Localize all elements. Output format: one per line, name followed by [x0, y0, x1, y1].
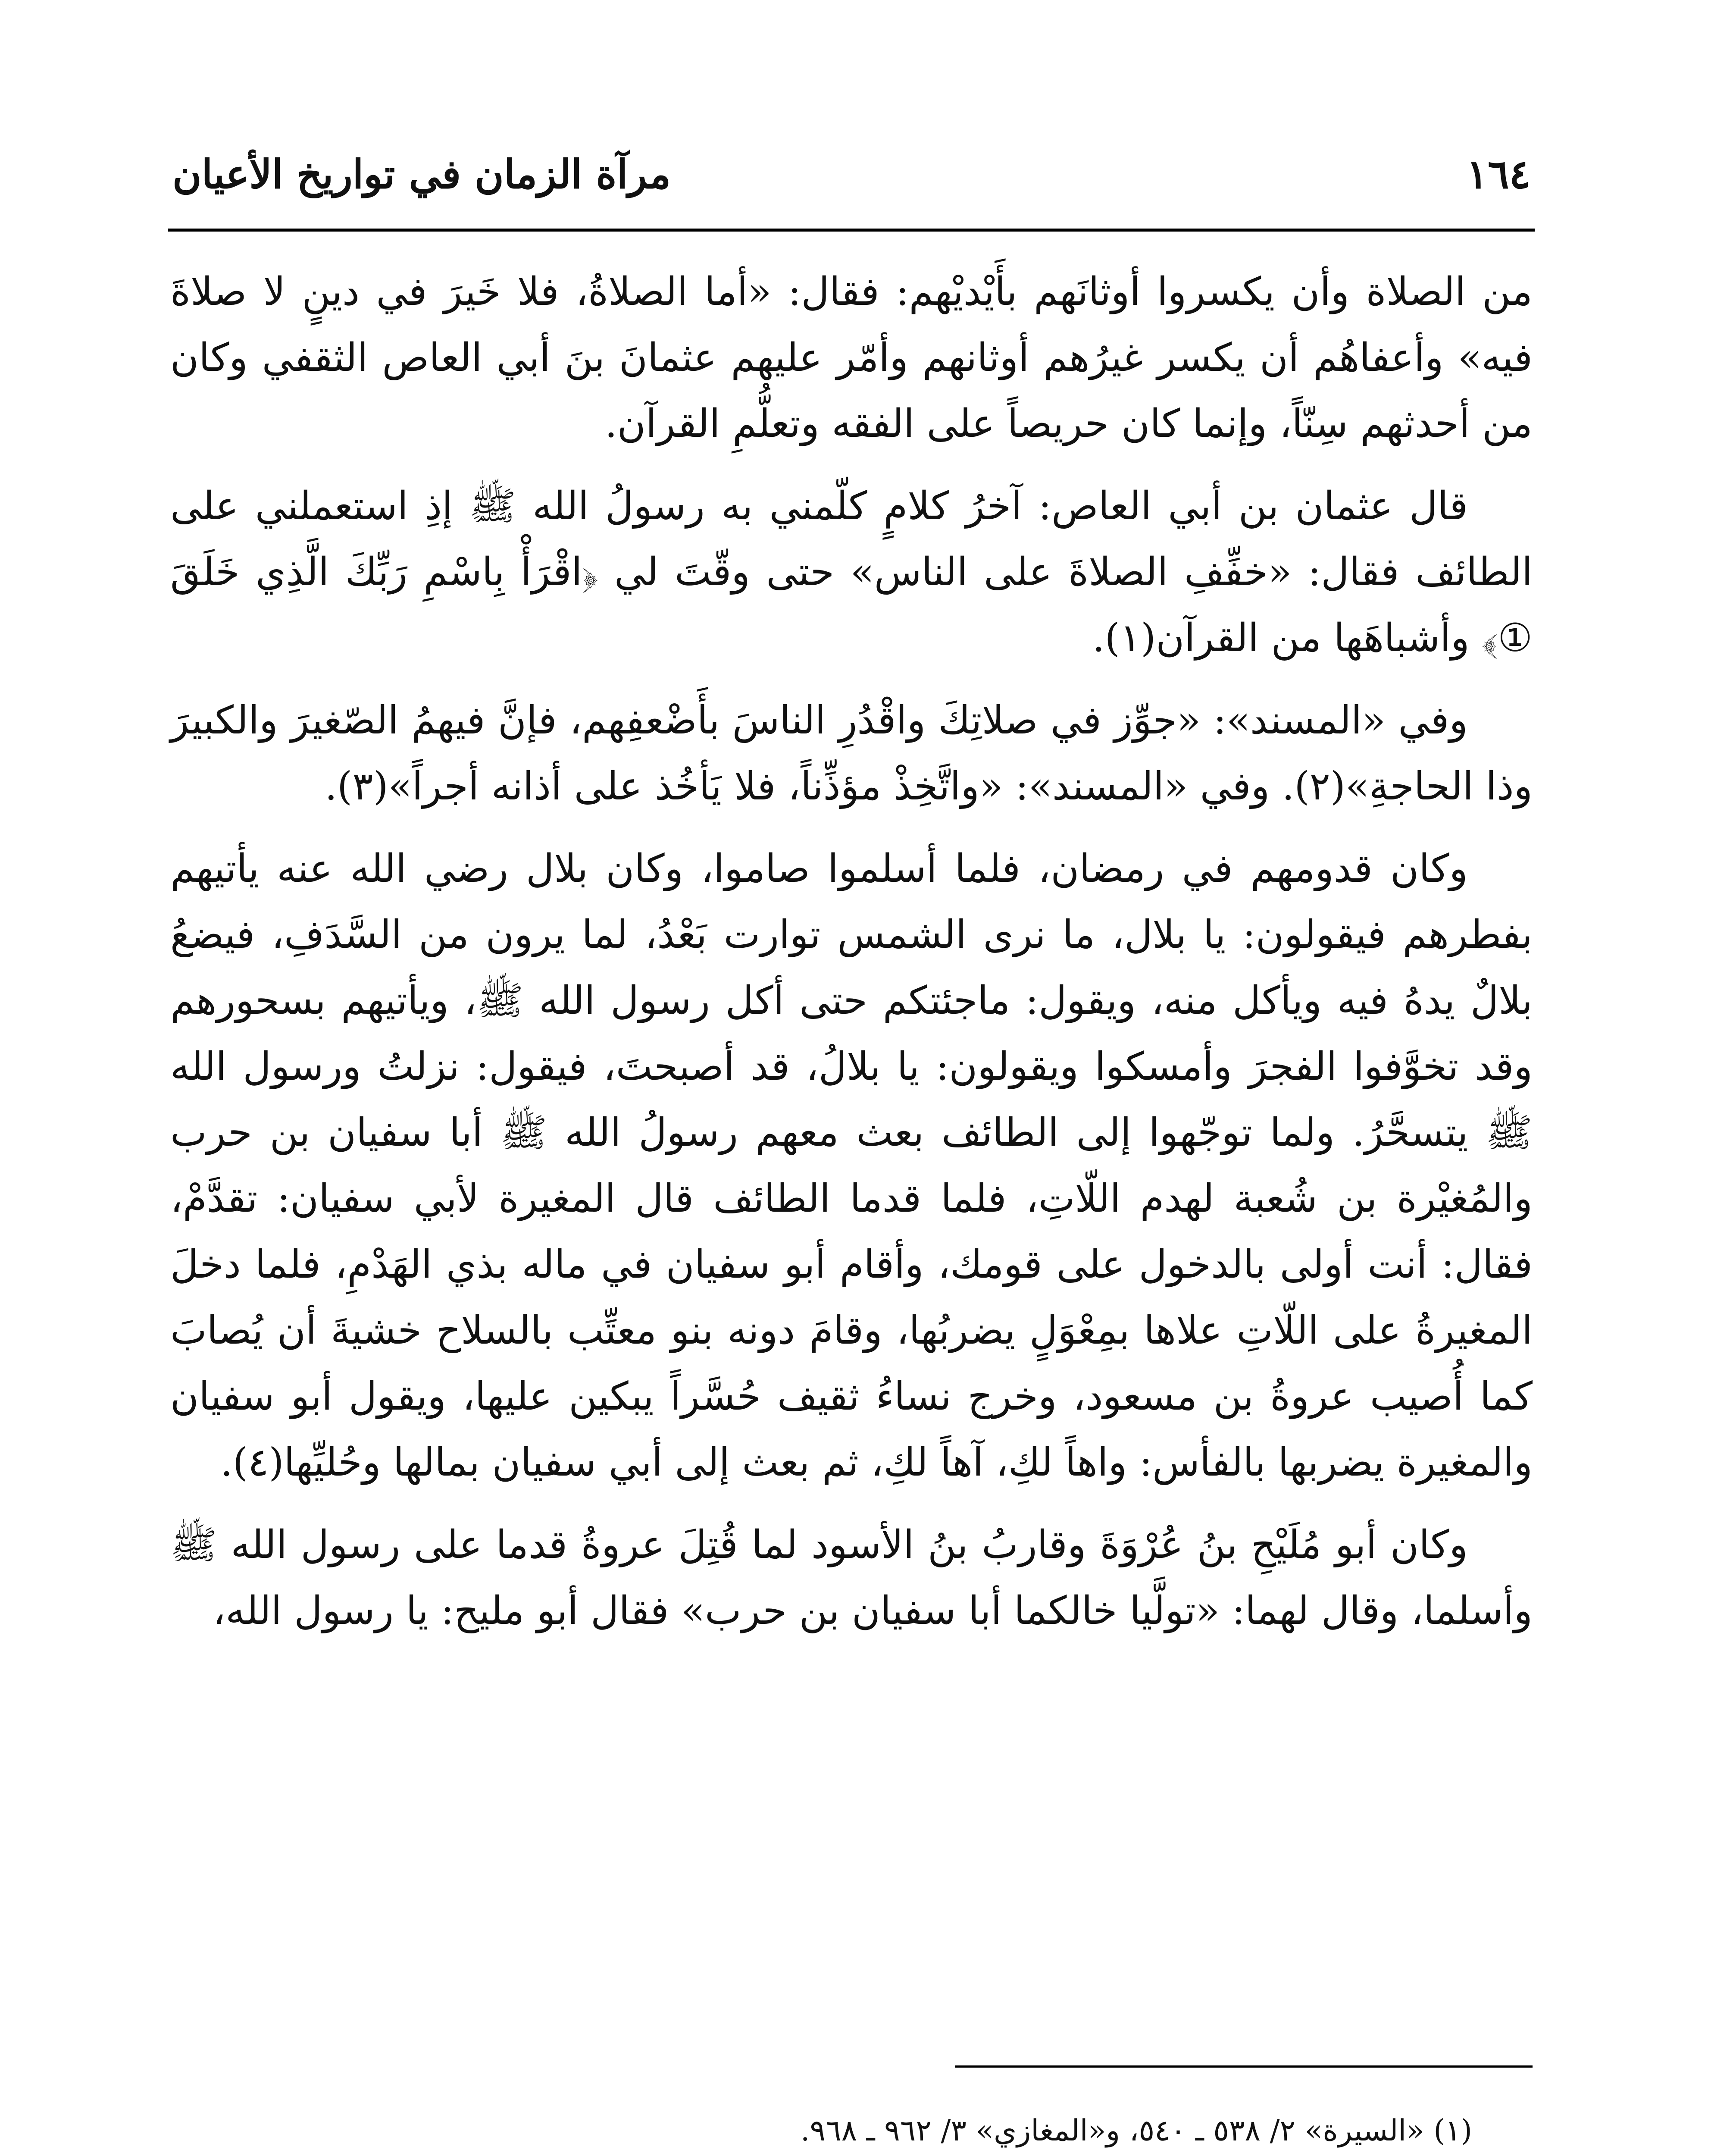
footnote-divider: [955, 2065, 1533, 2068]
paragraph-1: من الصلاة وأن يكسروا أوثانَهم بأَيْديْهم: فقال: «أما الصلاةُ، فلا خَيرَ في دينٍ لا صلاةَ فيه» وأعفاهُم أن يكسر غيرُهم أوثانهم وأمّر عليهم عثمانَ بنَ أبي العاص الثقفي وكان من أحدثهم سِنّاً، وإنما كان حريصاً على الفقه وتعلُّمِ القرآن.: [170, 269, 1533, 446]
header-divider: [168, 229, 1535, 232]
main-text: [170, 259, 1533, 1660]
footnotes: [170, 2104, 1533, 2156]
page-number: ١٦٤: [1466, 151, 1530, 197]
paragraph-3: وفي «المسند»: «جوِّز في صلاتِكَ واقْدُرِ الناسَ بأَضْعفِهم، فإنَّ فيهمُ الصّغيرَ والكبيرَ وذا الحاجةِ»(٢). وفي «المسند»: «واتَّخِذْ مؤذِّناً، فلا يَأخُذ على أذانه أجراً»(٣).: [170, 698, 1533, 809]
paragraph-2: قال عثمان بن أبي العاص: آخرُ كلامٍ كلّمني به رسولُ الله ﷺ إذِ استعملني على الطائف فقال: «خفِّفِ الصلاةَ على الناس» حتى وقّتَ لي ﴿اقْرَأْ بِاسْمِ رَبِّكَ الَّذِي خَلَقَ ①﴾ وأشباهَها من القرآن(١).: [170, 483, 1533, 661]
footnote-1: (١) «السيرة» ٢/ ٥٣٨ ـ ٥٤٠، و«المغازي» ٣/ ٩٦٢ ـ ٩٦٨.: [800, 2114, 1472, 2148]
running-title: مرآة الزمان في تواريخ الأعيان: [172, 151, 671, 197]
page-header: [172, 151, 1530, 224]
paragraph-4: وكان قدومهم في رمضان، فلما أسلموا صاموا، وكان بلال رضي الله عنه يأتيهم بفطرهم فيقولون: يا بلال، ما نرى الشمس توارت بَعْدُ، لما يرون من السَّدَفِ، فيضعُ بلالٌ يدهُ فيه ويأكل منه، ويقول: ماجئتكم حتى أكل رسول الله ﷺ، ويأتيهم بسحورهم وقد تخوَّفوا الفجرَ وأمسكوا ويقولون: يا بلالُ، قد أصبحتَ، فيقول: نزلتُ ورسول الله ﷺ يتسحَّرُ. ولما توجّهوا إلى الطائف بعث معهم رسولُ الله ﷺ أبا سفيان بن حرب والمُغيْرة بن شُعبة لهدم اللّاتِ، فلما قدما الطائف قال المغيرة لأبي سفيان: تقدَّمْ، فقال: أنت أولى بالدخول على قومك، وأقام أبو سفيان في ماله بذي الهَدْمِ، فلما دخلَ المغيرةُ على اللّاتِ علاها بمِعْوَلٍ يضربُها، وقامَ دونه بنو معتِّب بالسلاح خشيةَ أن يُصابَ كما أُصيب عروةُ بن مسعود، وخرج نساءُ ثقيف حُسَّراً يبكين عليها، ويقول أبو سفيان والمغيرة يضربها بالفأس: واهاً لكِ، آهاً لكِ، ثم بعث إلى أبي سفيان بمالها وحُليِّها(٤).: [170, 846, 1533, 1485]
paragraph-5: وكان أبو مُلَيْحِ بنُ عُرْوَةَ وقاربُ بنُ الأسود لما قُتِلَ عروةُ قدما على رسول الله ﷺ وأسلما، وقال لهما: «تولَّيا خالكما أبا سفيان بن حرب» فقال أبو مليح: يا رسول الله،: [170, 1522, 1533, 1633]
